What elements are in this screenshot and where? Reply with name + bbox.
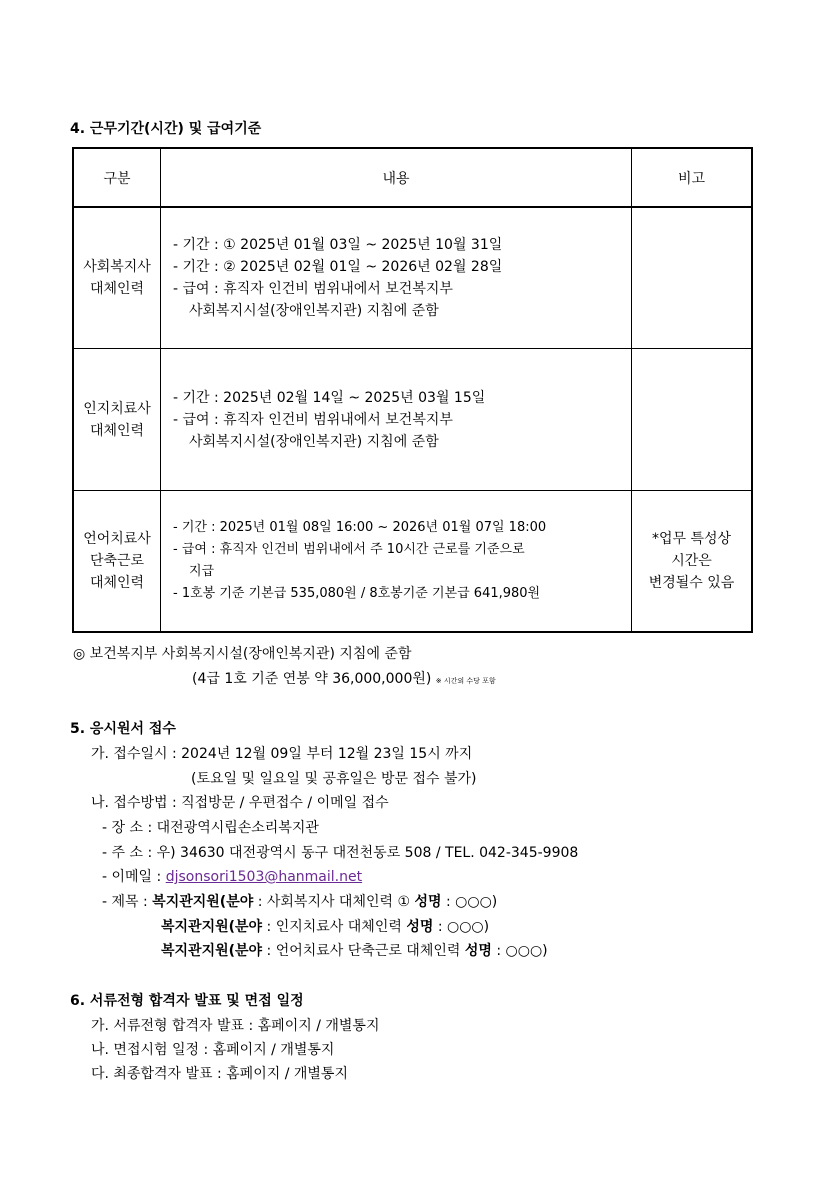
guideline-note: ◎ 보건복지부 사회복지시설(장애인복지관) 지침에 준함: [73, 646, 412, 662]
schedule-item-2: 나. 면접시험 일정 : 홈페이지 / 개별통지: [91, 1042, 335, 1058]
subject-line-2: 복지관지원(분야 : 인지치료사 대체인력 성명 : ○○○): [161, 919, 490, 935]
section-6-title: 6. 서류전형 합격자 발표 및 면접 일정: [70, 993, 304, 1009]
subject-line-1: - 제목 : 복지관지원(분야 : 사회복지사 대체인력 ① 성명 : ○○○): [102, 894, 498, 910]
email-link[interactable]: djsonsori1503@hanmail.net: [165, 869, 363, 885]
header-note: 비고: [677, 170, 706, 187]
subject-line-3: 복지관지원(분야 : 언어치료사 단축근로 대체인력 성명 : ○○○): [161, 943, 548, 959]
schedule-item-1: 가. 서류전형 합격자 발표 : 홈페이지 / 개별통지: [91, 1018, 380, 1034]
row-3-category: 언어치료사 단축근로 대체인력: [83, 531, 151, 591]
application-period-note: (토요일 및 일요일 및 공휴일은 방문 접수 불가): [191, 771, 477, 787]
row-2-content: - 기간 : 2025년 02월 14일 ~ 2025년 03월 15일 - 급여 : 휴직자 인건비 범위내에서 보건복지부 사회복지시설(장애인복지관) 지침에 준함: [173, 389, 486, 450]
schedule-item-3: 다. 최종합격자 발표 : 홈페이지 / 개별통지: [91, 1066, 348, 1082]
section-5-title: 5. 응시원서 접수: [70, 721, 176, 737]
row-2-category: 인지치료사 대체인력: [83, 400, 151, 439]
application-method: 나. 접수방법 : 직접방문 / 우편접수 / 이메일 접수: [91, 795, 389, 811]
salary-table: [72, 147, 753, 633]
row-1-content: - 기간 : ① 2025년 01월 03일 ~ 2025년 10월 31일 - 기간 : ② 2025년 02월 01일 ~ 2026년 02월 28일 - 급여 : 휴직자 인건비 범위내에서 보건복지부 사회복지시설(장애인복지관) 지침에 준함: [173, 237, 503, 319]
row-1-category: 사회복지사 대체인력: [83, 259, 151, 297]
application-place: - 장 소 : 대전광역시립손소리복지관: [102, 820, 319, 836]
header-category: 구분: [103, 170, 131, 187]
overtime-note: ※ 시간외 수당 포함: [435, 677, 496, 685]
application-address: - 주 소 : 우) 34630 대전광역시 동구 대전천동로 508 / TEL. 042-345-9908: [102, 845, 579, 861]
salary-note: (4급 1호 기준 연봉 약 36,000,000원) ※ 시간외 수당 포함: [192, 671, 496, 687]
application-email: - 이메일 : djsonsori1503@hanmail.net: [102, 869, 363, 885]
section-4-title: 4. 근무기간(시간) 및 급여기준: [70, 121, 262, 137]
application-period: 가. 접수일시 : 2024년 12월 09일 부터 12월 23일 15시 까지: [91, 746, 473, 762]
row-3-note: *업무 특성상 시간은 변경될수 있음: [648, 531, 735, 591]
row-3-content: - 기간 : 2025년 01월 08일 16:00 ~ 2026년 01월 07일 18:00 - 급여 : 휴직자 인건비 범위내에서 주 10시간 근로를 기준으로 지급 - 1호봉 기준 기본급 535,080원 / 8호봉기준 기본급 641,980원: [173, 520, 547, 601]
header-content: 내용: [382, 170, 410, 187]
